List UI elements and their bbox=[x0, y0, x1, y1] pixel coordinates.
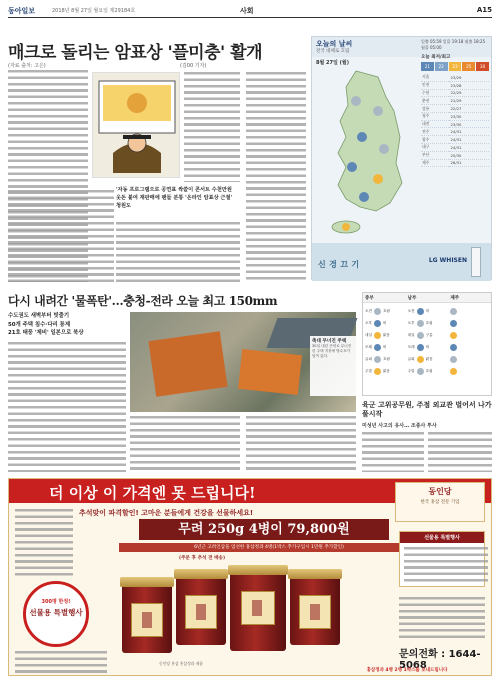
article-1-body-col-3 bbox=[246, 72, 306, 282]
city-temp: 22/29 bbox=[449, 89, 489, 97]
scalper-illustration-icon bbox=[93, 73, 181, 179]
ad-price: 무려 250g 4병이 79,800원 bbox=[139, 519, 389, 540]
city-temp: 23/30 bbox=[449, 112, 489, 120]
weather-icon bbox=[374, 344, 381, 351]
weather-icon bbox=[374, 368, 381, 375]
city-temperature-table bbox=[421, 74, 489, 167]
weather-icon bbox=[417, 368, 424, 375]
article-2-subhead-2: 50개 주택 침수·다리 통제 bbox=[8, 321, 71, 328]
temps-label: 오늘 최저/최고 bbox=[421, 55, 451, 60]
forecast-body bbox=[363, 303, 491, 379]
forecast-period: 모레 bbox=[407, 344, 415, 349]
forecast-column bbox=[406, 303, 449, 379]
forecast-row bbox=[450, 353, 489, 365]
ad-brand-name: 동인당 bbox=[428, 487, 452, 496]
forecast-row bbox=[365, 329, 404, 341]
ginseng-jar-icon bbox=[230, 571, 286, 651]
forecast-row bbox=[365, 305, 404, 317]
event-box-copy bbox=[404, 547, 488, 583]
city-name: 대구 bbox=[421, 144, 449, 152]
city-temp: 23/28 bbox=[449, 81, 489, 89]
forecast-period: 내일 bbox=[407, 332, 415, 337]
city-temp-row bbox=[421, 81, 489, 89]
photo-caption-title: 축대 무너진 주택 bbox=[312, 339, 347, 344]
city-name: 광주 bbox=[421, 136, 449, 144]
forecast-row bbox=[408, 305, 447, 317]
weather-panel bbox=[311, 36, 492, 280]
temp-cell: 22 bbox=[435, 62, 448, 71]
city-temp-row bbox=[421, 136, 489, 144]
city-name: 대전 bbox=[421, 120, 449, 128]
temp-cell: 21 bbox=[421, 62, 434, 71]
city-name: 강릉 bbox=[421, 105, 449, 113]
city-temp-row bbox=[421, 120, 489, 128]
forecast-period: 주말 bbox=[407, 368, 415, 373]
ad-slogan: 신 경 끄 기 bbox=[318, 260, 360, 269]
article-1-body-col-2 bbox=[184, 72, 240, 182]
korea-map-icon bbox=[316, 67, 418, 239]
weather-icon bbox=[450, 344, 457, 351]
temp-cell: 30 bbox=[476, 62, 489, 71]
temperature-scale bbox=[421, 62, 489, 71]
weather-subtitle: 전국 대체로 흐림 bbox=[316, 49, 350, 54]
weather-icon bbox=[450, 332, 457, 339]
forecast-value: 흐림 bbox=[425, 368, 433, 373]
forecast-period: 내일 bbox=[365, 332, 372, 337]
forecast-value: 구름 bbox=[425, 332, 433, 337]
forecast-period: 모레 bbox=[365, 344, 372, 349]
weather-icon bbox=[374, 332, 381, 339]
forecast-row bbox=[365, 317, 404, 329]
city-temp-row bbox=[421, 144, 489, 152]
city-temp-row bbox=[421, 74, 489, 81]
forecast-row bbox=[408, 341, 447, 353]
ad-bottom-note: 동인당 홍삼 홍삼정과 제품 bbox=[159, 661, 203, 666]
ad-brand: LG WHISEN bbox=[428, 257, 467, 264]
weather-icon bbox=[450, 368, 457, 375]
forecast-row bbox=[408, 317, 447, 329]
weather-icon bbox=[417, 332, 424, 339]
city-name: 제주 bbox=[421, 159, 449, 167]
forecast-region: 중부 bbox=[365, 296, 374, 301]
article-1-body-col-2b bbox=[116, 222, 240, 282]
forecast-row bbox=[450, 317, 489, 329]
forecast-row bbox=[450, 305, 489, 317]
tarp-shape bbox=[238, 349, 302, 395]
ad-delivery-note: (주문 후 추석 전 배송) bbox=[179, 556, 226, 561]
ad-offer-line: 6년근 고려인삼을 엄선한 홍삼정과 4병(1박스 추가구입시 1만원 추가할인) bbox=[119, 543, 419, 552]
city-name: 서울 bbox=[421, 74, 449, 81]
weather-date: 8월 27일 (월) bbox=[316, 60, 349, 66]
article-2-body-col-3 bbox=[246, 416, 356, 472]
ad-contact-line: 홍삼정과 4병 2병 1박스를 보내드립니다 bbox=[366, 668, 448, 673]
forecast-row bbox=[408, 329, 447, 341]
badge-top-text: 300명 한정! bbox=[41, 599, 71, 605]
city-name: 춘천 bbox=[421, 97, 449, 105]
ad-phone: 문의전화 : 1644-5068 bbox=[399, 649, 481, 671]
temp-cell: 25 bbox=[462, 62, 475, 71]
city-temp-row bbox=[421, 128, 489, 136]
city-temp-row bbox=[421, 97, 489, 105]
forecast-row bbox=[365, 365, 404, 377]
city-temp: 26/31 bbox=[449, 159, 489, 167]
event-box bbox=[399, 531, 485, 587]
ad-left-copy bbox=[15, 509, 73, 579]
article-1-byline: (자료 출처: 고은) bbox=[8, 63, 46, 69]
limited-offer-badge bbox=[23, 581, 89, 647]
forecast-column bbox=[363, 303, 406, 379]
forecast-value: 비 bbox=[382, 344, 387, 349]
weather-icon bbox=[417, 344, 424, 351]
article-2-subhead-3: 21호 태풍 '제비' 일본으로 북상 bbox=[8, 330, 84, 336]
weather-icon bbox=[417, 320, 424, 327]
ginseng-jar-icon bbox=[176, 575, 226, 645]
forecast-region: 남부 bbox=[407, 296, 417, 301]
regional-forecast-panel bbox=[362, 292, 492, 396]
ginseng-jar-icon bbox=[290, 575, 340, 645]
article-3-body-col-2 bbox=[428, 432, 492, 472]
city-temp: 24/31 bbox=[449, 128, 489, 136]
forecast-value: 비 bbox=[382, 320, 387, 325]
forecast-row bbox=[408, 365, 447, 377]
city-temp: 25/30 bbox=[449, 151, 489, 159]
forecast-value: 흐림 bbox=[382, 356, 390, 361]
ad-brand-logo bbox=[395, 482, 485, 522]
city-temp: 24/31 bbox=[449, 136, 489, 144]
photo-caption-box bbox=[310, 336, 356, 396]
city-name: 청주 bbox=[421, 112, 449, 120]
weather-icon bbox=[374, 308, 381, 315]
ad-lead: 추석맞이 파격할인! 고마운 분들에게 건강을 선물하세요! bbox=[79, 509, 254, 517]
weather-icon bbox=[417, 308, 424, 315]
forecast-row bbox=[450, 365, 489, 377]
forecast-value: 맑음 bbox=[382, 368, 390, 373]
ad-bottom-left-copy bbox=[15, 651, 107, 673]
forecast-period: 글피 bbox=[365, 356, 372, 361]
forecast-period: 오후 bbox=[365, 320, 372, 325]
ad-contact bbox=[315, 667, 499, 673]
section-label: 사회 bbox=[240, 7, 254, 15]
forecast-row bbox=[450, 329, 489, 341]
article-2-subhead-1: 수도권도 새벽부터 빗줄기 bbox=[8, 313, 70, 319]
forecast-value: 맑음 bbox=[382, 332, 390, 337]
forecast-row bbox=[450, 341, 489, 353]
badge-main-text: 선물용 특별행사 bbox=[29, 608, 83, 617]
city-temp: 24/31 bbox=[449, 144, 489, 152]
article-2-body-col-2 bbox=[130, 416, 240, 472]
city-temp-row bbox=[421, 89, 489, 97]
weather-side-panel bbox=[421, 39, 489, 167]
ad-right-copy bbox=[399, 597, 485, 641]
article-1-callout: '자동 프로그램으로 공연표 싹쓸이 콘서트 수천만원 웃돈 붙여 재판매에 팬들 분통 '온라인 암표상 근절' 청원도 bbox=[116, 187, 233, 209]
forecast-value: 흐림 bbox=[425, 320, 433, 325]
forecast-period: 오전 bbox=[407, 308, 415, 313]
city-temp: 23/30 bbox=[449, 120, 489, 128]
forecast-value: 맑음 bbox=[425, 356, 433, 361]
weather-icon bbox=[374, 320, 381, 327]
ad-brand-sub: 한국 홍삼 전문 기업 bbox=[420, 500, 460, 505]
city-name: 수원 bbox=[421, 89, 449, 97]
weather-icon bbox=[374, 356, 381, 363]
sunrise-sunset: 일출 05:59 일몰 19:18 월출 18:25 월몰 05:00 bbox=[421, 39, 486, 50]
weather-icon bbox=[450, 320, 457, 327]
forecast-row bbox=[365, 341, 404, 353]
city-temp: 21/29 bbox=[449, 97, 489, 105]
article-1-illustration bbox=[92, 72, 180, 178]
forecast-value: 비 bbox=[425, 308, 430, 313]
temp-cell: 23 bbox=[449, 62, 462, 71]
city-name: 부산 bbox=[421, 151, 449, 159]
forecast-period: 주말 bbox=[365, 368, 372, 373]
city-temp-row bbox=[421, 112, 489, 120]
air-conditioner-icon bbox=[471, 247, 481, 277]
city-temp-row bbox=[421, 105, 489, 113]
article-2-body-col-1 bbox=[8, 342, 126, 472]
forecast-value: 흐림 bbox=[382, 308, 390, 313]
article-3-headline: 육군 고위공무원, 주점 외교관 벌어서 나가 풀시작 bbox=[362, 400, 492, 418]
article-3-subhead: 미성년 사고의 유사… 조종사 투사 bbox=[362, 423, 437, 429]
event-box-title: 선물용 특별행사 bbox=[400, 532, 484, 543]
article-1-byline-2: (김00 기자) bbox=[180, 63, 207, 69]
page-header bbox=[8, 6, 492, 18]
forecast-period: 오전 bbox=[365, 308, 372, 313]
air-conditioner-ad bbox=[312, 243, 491, 281]
weather-title: 오늘의 날씨 bbox=[316, 40, 353, 48]
city-name: 인천 bbox=[421, 81, 449, 89]
weather-icon bbox=[450, 356, 457, 363]
city-temp: 23/29 bbox=[449, 74, 489, 81]
article-1-body-col-1b bbox=[8, 190, 114, 282]
forecast-value: 비 bbox=[425, 344, 430, 349]
forecast-period: 글피 bbox=[407, 356, 415, 361]
forecast-header bbox=[363, 293, 491, 303]
city-temp-row bbox=[421, 159, 489, 167]
weather-icon bbox=[450, 308, 457, 315]
tarp-shape bbox=[148, 331, 227, 396]
weather-icon bbox=[417, 356, 424, 363]
ginseng-advertisement bbox=[8, 478, 492, 676]
newspaper-logo: 동아일보 bbox=[8, 7, 36, 15]
ad-headline: 더 이상 이 가격엔 못 드립니다! bbox=[49, 484, 256, 502]
article-2-headline: 다시 내려간 '물폭탄'…충청-전라 오늘 최고 150mm bbox=[8, 294, 278, 308]
page-number: A15 bbox=[476, 6, 492, 14]
forecast-column bbox=[448, 303, 491, 379]
photo-caption-body: 30일 내린 큰비로 무너진 한 주택 지붕에 방수포가 덮여 있다. bbox=[312, 344, 352, 358]
city-name: 전주 bbox=[421, 128, 449, 136]
article-2-subheads bbox=[8, 312, 84, 338]
article-3-body-col-1 bbox=[362, 432, 424, 472]
product-jars bbox=[114, 565, 384, 659]
forecast-row bbox=[408, 353, 447, 365]
forecast-region: 제주 bbox=[450, 296, 460, 301]
ginseng-jar-icon bbox=[122, 583, 172, 653]
city-temp-row bbox=[421, 151, 489, 159]
city-temp: 22/27 bbox=[449, 105, 489, 113]
forecast-row bbox=[365, 353, 404, 365]
issue-date: 2018년 8월 27일 월요일 제29184호 bbox=[52, 8, 136, 14]
article-1-headline: 매크로 돌리는 암표상 '플미충' 활개 bbox=[8, 43, 262, 63]
forecast-period: 오후 bbox=[407, 320, 415, 325]
